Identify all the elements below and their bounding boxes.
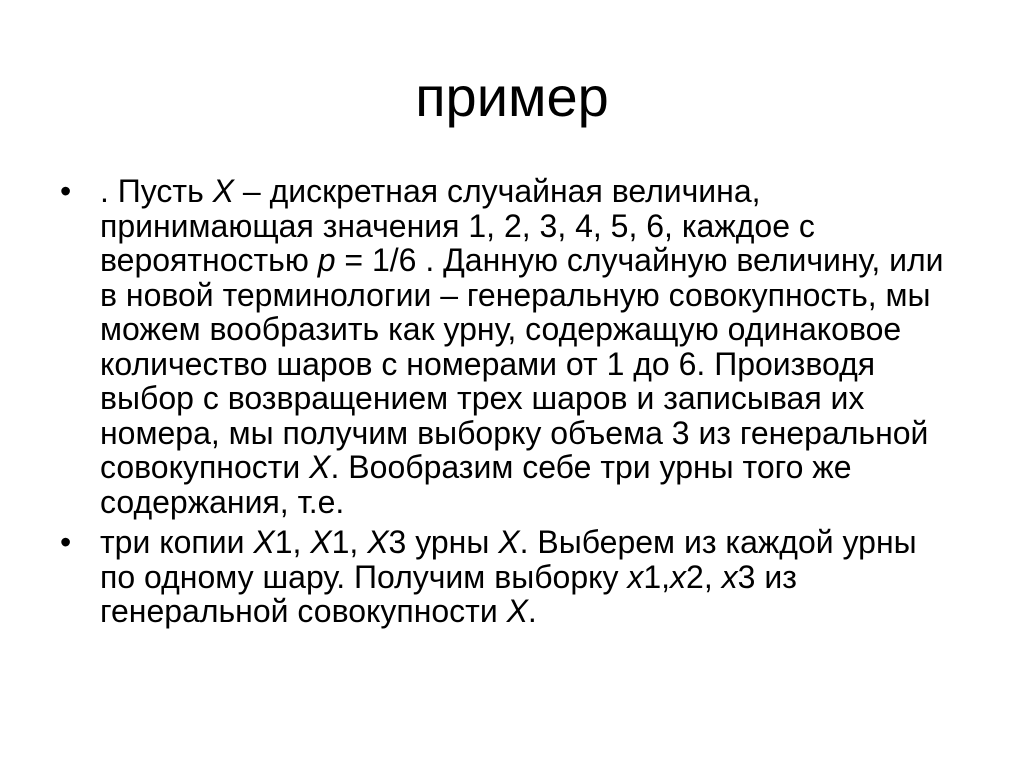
italic-variable: X (212, 173, 234, 209)
italic-variable: X (367, 524, 389, 560)
bullet-dot-icon: • (60, 524, 72, 560)
text-segment: 3 из генеральной совокупности (100, 558, 797, 629)
text-segment: 1, (643, 558, 671, 595)
text-segment: = 1/6 . Данную случайную величину, или в новой терминологии – генеральную совокупность, мы можем вообразить как урну, содержащую одинаковое количество шаров с номерами от 1 до 6. Производя выбор с возвращением трех шаров и записывая их номера, мы получим выборку объема 3 из генеральной совокупности (100, 242, 944, 485)
text-segment: – дискретная случайная величина, принимающая значения 1, 2, 3, 4, 5, 6, каждое с вероятностью (100, 173, 815, 278)
text-segment: 1, (274, 524, 311, 560)
text-segment: три копии (100, 524, 254, 560)
italic-variable: X (310, 524, 332, 560)
bullet-dot-icon: • (60, 173, 72, 209)
text-segment: . Вообразим себе три урны того же содержания, т.е. (100, 449, 852, 520)
italic-variable: X (253, 524, 275, 560)
slide-title: пример (415, 65, 609, 128)
italic-variable: X (506, 593, 528, 629)
italic-variable: p (317, 242, 336, 278)
bullet-item (60, 174, 960, 519)
text-segment: . Пусть (100, 173, 213, 209)
italic-variable: x (721, 558, 738, 595)
bullet-list (60, 174, 960, 635)
text-segment: . Выберем из каждой урны по одному шару. Получим выборку (100, 524, 917, 595)
bullet-item (60, 525, 960, 629)
bullet-text (100, 173, 944, 520)
italic-variable: X (498, 524, 520, 560)
bullet-text (100, 524, 917, 629)
text-segment: 3 урны (388, 524, 499, 560)
text-segment: . (527, 593, 537, 629)
italic-variable: X (309, 449, 331, 485)
italic-variable: x (670, 558, 687, 595)
italic-variable: x (627, 558, 644, 595)
text-segment: 1, (331, 524, 368, 560)
text-segment: 2, (686, 558, 722, 595)
